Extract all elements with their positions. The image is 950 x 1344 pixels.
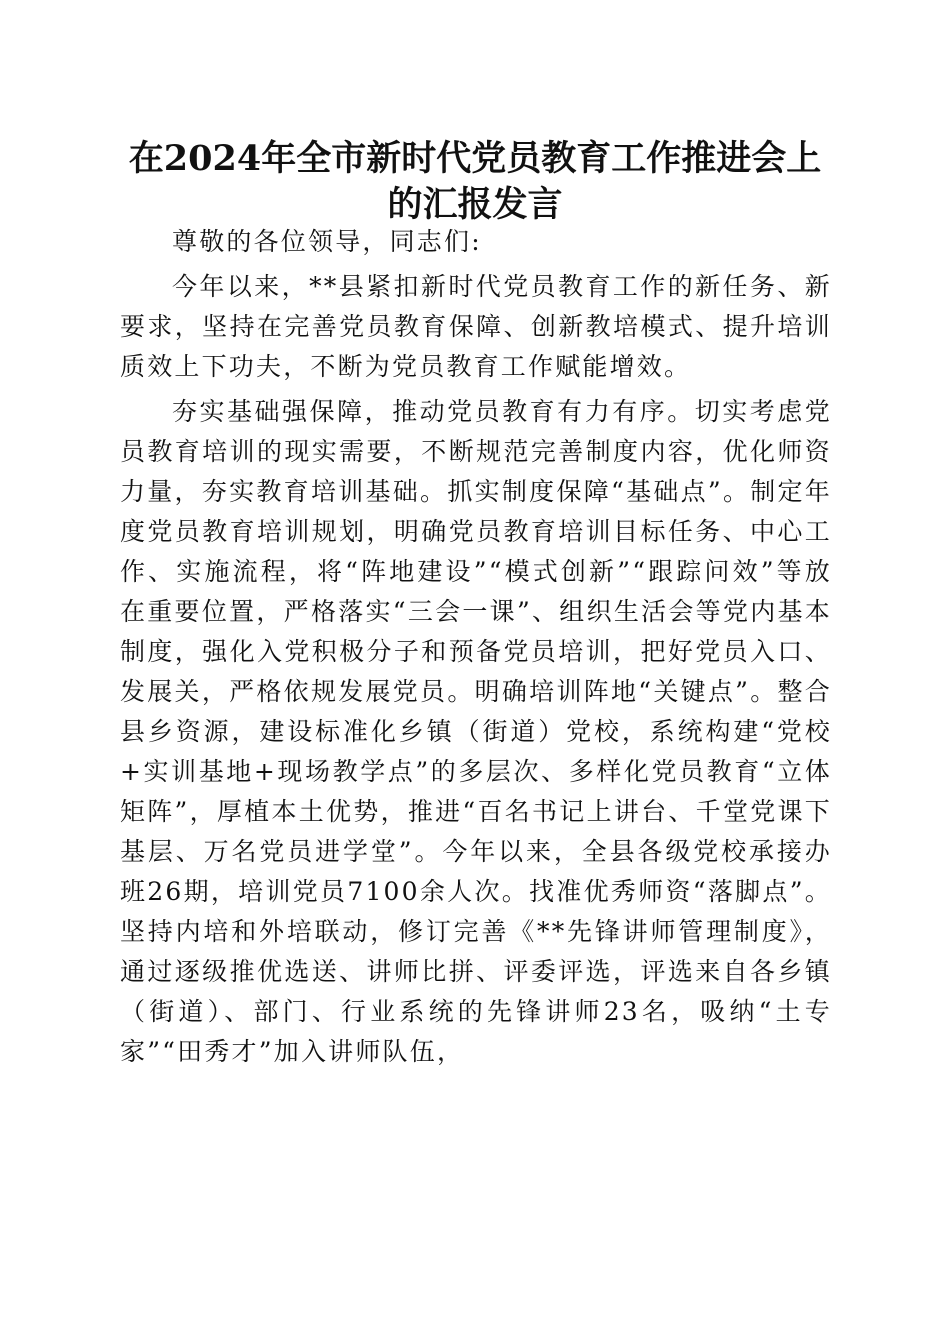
document-body: [120, 222, 832, 1072]
paragraph-intro: 今年以来，**县紧扣新时代党员教育工作的新任务、新要求，坚持在完善党员教育保障、创新教培模式、提升培训质效上下功夫，不断为党员教育工作赋能增效。: [120, 272, 832, 381]
greeting: 尊敬的各位领导，同志们:: [172, 227, 482, 256]
document-title: [110, 136, 840, 228]
title-line-2: 的汇报发言: [387, 184, 563, 225]
paragraph-foundation: 夯实基础强保障，推动党员教育有力有序。切实考虑党员教育培训的现实需要，不断规范完善制度内容，优化师资力量，夯实教育培训基础。抓实制度保障“基础点”。制定年度党员教育培训规划，明确党员教育培训目标任务、中心工作、实施流程，将“阵地建设”“模式创新”“跟踪问效”等放在重要位置，严格落实“三会一课”、组织生活会等党内基本制度，强化入党积极分子和预备党员培训，把好党员入口、发展关，严格依规发展党员。明确培训阵地“关键点”。整合县乡资源，建设标准化乡镇（街道）党校，系统构建“党校+实训基地+现场教学点”的多层次、多样化党员教育“立体矩阵”，厚植本土优势，推进“百名书记上讲台、千堂党课下基层、万名党员进学堂”。今年以来，全县各级党校承接办班26期，培训党员7100余人次。找准优秀师资“落脚点”。坚持内培和外培联动，修订完善《**先锋讲师管理制度》，通过逐级推优选送、讲师比拼、评委评选，评选来自各乡镇（街道）、部门、行业系统的先锋讲师23名，吸纳“土专家”“田秀才”加入讲师队伍，: [120, 397, 832, 1066]
title-line-1: 在2024年全市新时代党员教育工作推进会上: [128, 138, 822, 179]
